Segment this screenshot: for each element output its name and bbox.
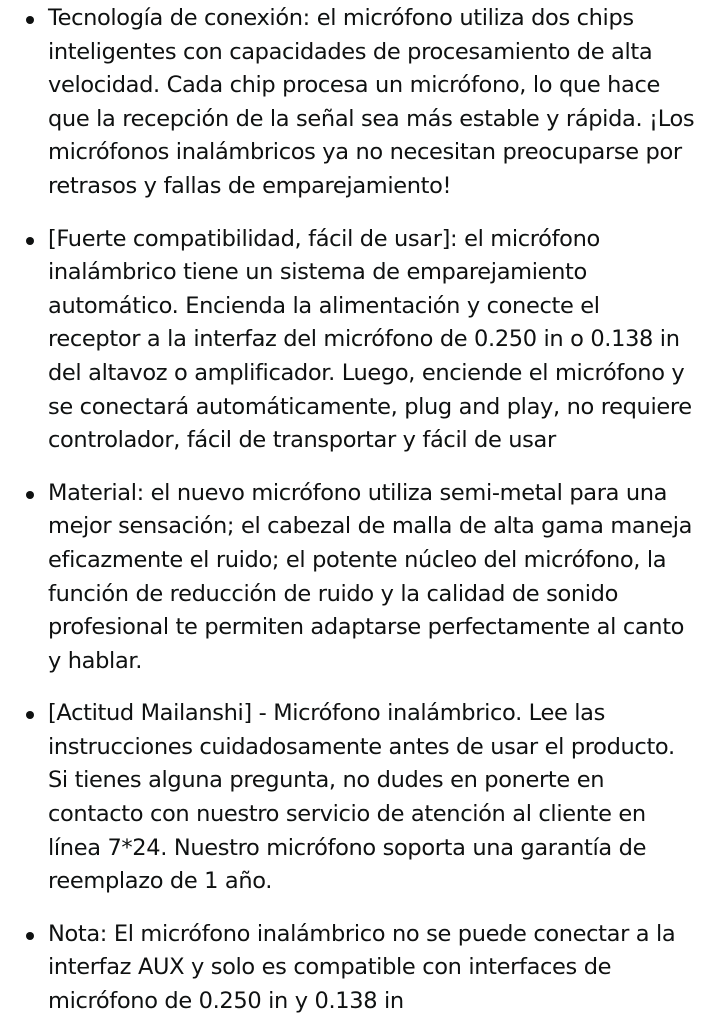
bullet-dot-icon (26, 491, 34, 499)
feature-bullet-text: [Actitud Mailanshi] - Micrófono inalámbrico. Lee las instrucciones cuidadosamente antes de usar el producto. Si tienes alguna pregunta, no dudes en ponerte en contacto con nuestro servicio de atención al cliente en línea 7*24. Nuestro micrófono soporta una garantía de reemplazo de 1 año. (48, 700, 675, 895)
feature-bullet-material (0, 477, 711, 679)
bullet-dot-icon (26, 932, 34, 940)
bullet-dot-icon (26, 16, 34, 24)
feature-bullet-text: Material: el nuevo micrófono utiliza semi-metal para una mejor sensación; el cabezal de malla de alta gama maneja eficazmente el ruido; el potente núcleo del micrófono, la función de reducción de ruido y la calidad de sonido profesional te permiten adaptarse perfectamente al canto y hablar. (48, 479, 693, 674)
feature-bullet-text: Nota: El micrófono inalámbrico no se puede conectar a la interfaz AUX y solo es compatible con interfaces de micrófono de 0.250 in y 0.138 in (48, 920, 676, 1015)
feature-bullet-warranty (0, 697, 711, 899)
feature-bullet-text: Tecnología de conexión: el micrófono utiliza dos chips inteligentes con capacidades de procesamiento de alta velocidad. Cada chip procesa un micrófono, lo que hace que la recepción de la señal sea más estable y rápida. ¡Los micrófonos inalámbricos ya no necesitan preocuparse por retrasos y fallas de emparejamiento! (48, 5, 695, 199)
feature-bullet-compatibility (0, 223, 711, 458)
feature-bullet-note (0, 918, 711, 1019)
feature-bullet-text: [Fuerte compatibilidad, fácil de usar]: el micrófono inalámbrico tiene un sistema de emparejamiento automático. Encienda la alimentación y conecte el receptor a la interfaz del micrófono de 0.250 in o 0.138 in del altavoz o amplificador. Luego, enciende el micrófono y se conectará automáticamente, plug and play, no requiere controlador, fácil de transportar y fácil de usar (48, 225, 692, 454)
bullet-dot-icon (26, 711, 34, 719)
feature-bullet-connection (0, 2, 711, 204)
bullet-dot-icon (26, 237, 34, 245)
